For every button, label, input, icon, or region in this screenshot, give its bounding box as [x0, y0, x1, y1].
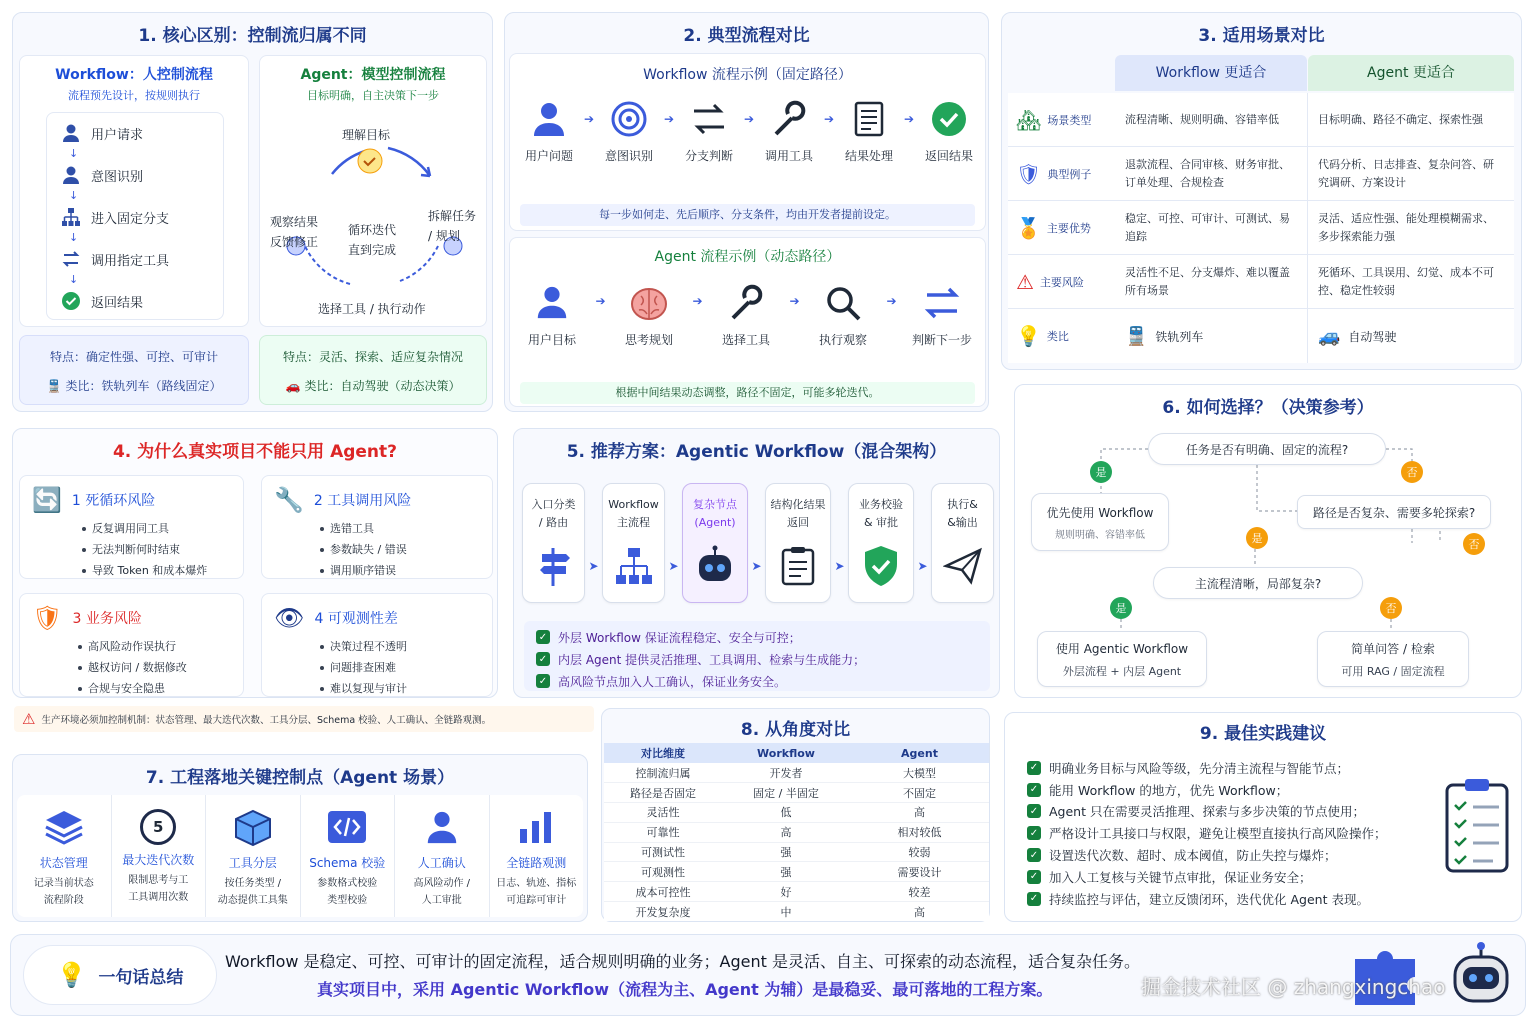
control-point: 工具分层 按任务类型 / 动态提供工具集 [206, 795, 301, 917]
ag-flow-step: 执行观察 [811, 284, 875, 348]
swap-icon [61, 249, 81, 269]
user-icon [61, 123, 81, 143]
col-header-agent: Agent 更适合 [1308, 55, 1514, 91]
risk-card: 🔧 2 工具调用风险 选错工具 参数缺失 / 错误 调用顺序错误 [261, 475, 493, 579]
practice-item: ✓ 加入人工复核与关键节点审批，保证业务安全； [1027, 866, 1447, 888]
right-arrow-icon: ➤ [588, 559, 599, 573]
yes-badge: 是 [1110, 597, 1132, 619]
counter-icon: 5 [140, 809, 176, 845]
stage-entry: 入口分类 / 路由 [522, 483, 585, 603]
wf-flow-step: 返回结果 [918, 100, 980, 164]
practice-item: ✓ Agent 只在需要灵活推理、探索与多步决策的节点使用； [1027, 801, 1447, 823]
right-arrow-icon: ➤ [834, 559, 845, 573]
right-arrow-icon: ➔ [692, 294, 703, 308]
table-row: 可测试性 强 较弱 [604, 842, 989, 862]
stage-row [522, 483, 994, 603]
workflow-column [19, 55, 249, 327]
panel-title: 4. 为什么真实项目不能只用 Agent? [112, 442, 398, 462]
workflow-feature-box [19, 335, 249, 405]
robot-mascot-icon [1449, 941, 1513, 1011]
agentic-points: ✓ 外层 Workflow 保证流程稳定、安全与可控； ✓ 内层 Agent 提供灵活推理、工具调用、检索与生成能力； ✓ 高风险节点加入人工确认，保证业务安全。 [524, 621, 990, 691]
user-icon [424, 809, 460, 845]
agent-flow-title: Agent 流程示例（动态路径） [654, 249, 841, 265]
compare-table [604, 743, 989, 921]
check-icon: ✓ [1027, 892, 1041, 906]
bar-chart-icon [517, 809, 555, 845]
car-icon: 🚗 [285, 378, 301, 393]
scenario-row: 🏘 场景类型 流程清晰、规则明确、容错率低 目标明确、路径不确定、探索性强 [1008, 93, 1514, 147]
check-icon: ✓ [1027, 761, 1041, 775]
workflow-flow-note: 每一步如何走、先后顺序、分支条件，均由开发者提前设定。 [520, 204, 975, 226]
wrench-icon [727, 284, 765, 322]
check-icon: ✓ [1027, 848, 1041, 862]
col-header-workflow: Workflow 更适合 [1115, 55, 1307, 91]
panel-decision [1014, 384, 1522, 698]
table-row: 灵活性 低 高 [604, 803, 989, 823]
layers-icon [44, 809, 84, 845]
code-icon [326, 809, 368, 845]
agent-flow-note: 根据中间结果动态调整，路径不固定，可能多轮迭代。 [520, 382, 975, 404]
agent-analogy: 🚗 类比：自动驾驶（动态决策） [285, 378, 461, 393]
no-badge: 否 [1401, 461, 1423, 483]
control-point: 状态管理 记录当前状态 流程阶段 [17, 795, 112, 917]
practice-item: ✓ 持续监控与评估，建立反馈闭环，迭代优化 Agent 表现。 [1027, 888, 1447, 910]
ag-flow-step: 判断下一步 [908, 284, 976, 348]
scenario-row: 🏅 主要优势 稳定、可控、可审计、可测试、易追踪 灵活、适应性强、能处理模糊需求、多步探索能力强 [1008, 201, 1514, 255]
buildings-icon: 🏘 [1016, 107, 1042, 132]
paper-plane-icon [943, 546, 983, 586]
right-arrow-icon: ➔ [663, 112, 675, 126]
summary-banner [10, 934, 1526, 1016]
right-arrow-icon: ➔ [903, 112, 915, 126]
wf-step: 进入固定分支 [61, 205, 209, 229]
check-circle-icon [61, 291, 81, 311]
checklist-clipboard-icon [1443, 777, 1511, 873]
summary-label: 💡 一句话总结 [23, 945, 217, 1005]
table-row: 控制流归属 开发者 大模型 [604, 763, 989, 783]
wf-flow-step: 分支判断 [678, 100, 740, 164]
control-points-row [17, 795, 583, 917]
loop-observe: 观察结果 反馈修正 [270, 215, 319, 249]
yes-badge: 是 [1090, 461, 1112, 483]
yes-badge: 是 [1246, 527, 1268, 549]
badge-icon: 🏅 [1016, 215, 1041, 240]
panel-scenario-compare [1001, 12, 1522, 370]
question-local-complex: 主流程清晰，局部复杂? [1153, 567, 1363, 599]
down-arrow-icon: ↓ [69, 231, 79, 244]
workflow-title: Workflow：人控制流程 [55, 67, 213, 83]
summary-line-1: Workflow 是稳定、可控、可审计的固定流程，适合规则明确的业务；Agent 是灵活、自主、可探索的动态流程，适合复杂任务。 [225, 952, 1141, 971]
panel-core-difference [12, 12, 493, 412]
right-arrow-icon: ➤ [751, 559, 762, 573]
practice-item: ✓ 明确业务目标与风险等级，先分清主流程与智能节点； [1027, 757, 1447, 779]
stage-output: 执行& &输出 [931, 483, 994, 603]
wf-flow-step: 意图识别 [598, 100, 660, 164]
wf-step: 返回结果 [61, 289, 209, 313]
scenario-row: 💡 类比 🚆 铁轨列车 🚙 自动驾驶 [1008, 309, 1514, 363]
table-row: 开发复杂度 中 高 [635, 905, 925, 919]
loop-select-tool: 选择工具 / 执行动作 [318, 302, 426, 316]
practice-item: ✓ 设置迭代次数、超时、成本阈值，防止失控与爆炸； [1027, 844, 1447, 866]
workflow-subtitle: 流程预先设计，按规则执行 [68, 89, 200, 102]
panel-title: 6. 如何选择？（决策参考） [1162, 398, 1374, 418]
brain-icon [629, 284, 669, 324]
panel-angle-compare [601, 708, 990, 922]
train-icon: 🚆 [46, 378, 62, 393]
panel-title: 8. 从角度对比 [740, 720, 851, 740]
loop-understand-goal: 理解目标 [342, 128, 391, 142]
control-point: Schema 校验 参数格式校验 类型校验 [301, 795, 396, 917]
agent-subtitle: 目标明确，自主决策下一步 [307, 89, 439, 102]
person-icon [61, 165, 81, 185]
risk-card: 👁 4 可观测性差 决策过程不透明 问题排查困难 难以复现与审计 [261, 593, 493, 697]
wf-step: 意图识别 [61, 163, 209, 187]
ag-flow-step: 思考规划 [617, 284, 681, 348]
agent-flow-card [509, 237, 986, 407]
table-header: Workflow [757, 746, 815, 760]
right-arrow-icon: ➔ [789, 294, 800, 308]
right-arrow-icon: ➔ [583, 112, 595, 126]
watermark: 掘金技术社区 @ zhangxingchao [1141, 975, 1446, 999]
answer-use-workflow: 优先使用 Workflow 规则明确、容错率低 [1031, 493, 1169, 551]
workflow-feature: 特点：确定性强、可控、可审计 [49, 350, 218, 364]
wf-flow-step: 用户问题 [518, 100, 580, 164]
control-point: 5 最大迭代次数 限制思考与工 工具调用次数 [112, 795, 207, 917]
target-icon [610, 100, 648, 138]
check-icon: ✓ [1027, 804, 1041, 818]
scenario-table [1008, 93, 1514, 363]
right-arrow-icon: ➤ [917, 559, 928, 573]
panel-control-points [12, 754, 588, 922]
table-row: 可观测性 强 需要设计 [604, 862, 989, 882]
right-arrow-icon: ➤ [668, 559, 679, 573]
down-arrow-icon: ↓ [69, 273, 79, 286]
risk-card: 🔄 1 死循环风险 反复调用同工具 无法判断何时结束 导致 Token 和成本爆炸 [19, 475, 244, 579]
no-badge: 否 [1463, 533, 1485, 555]
scenario-row: ⚠ 主要风险 灵活性不足、分支爆炸、难以覆盖所有场景 死循环、工具误用、幻觉、成本不可控、稳定性较弱 [1008, 255, 1514, 309]
right-arrow-icon: ➔ [595, 294, 606, 308]
lightbulb-icon: 💡 [1016, 324, 1041, 348]
panel-best-practices [1004, 712, 1522, 922]
no-badge: 否 [1380, 597, 1402, 619]
shield-alert-icon: 🛡 [32, 604, 63, 632]
user-icon [534, 284, 570, 320]
ag-flow-step: 用户目标 [520, 284, 584, 348]
down-arrow-icon: ↓ [69, 147, 79, 160]
right-arrow-icon: ➔ [743, 112, 755, 126]
wf-flow-step: 调用工具 [758, 100, 820, 164]
clipboard-icon [779, 546, 817, 586]
workflow-analogy: 🚆 类比：铁轨列车（路线固定） [46, 378, 222, 393]
check-icon: ✓ [1027, 870, 1041, 884]
table-row: 成本可控性 好 较差 [604, 882, 989, 902]
table-header: Agent [901, 746, 938, 760]
check-icon: ✓ [1027, 783, 1041, 797]
stage-workflow: Workflow 主流程 [602, 483, 665, 603]
check-icon: ✓ [1027, 826, 1041, 840]
answer-agentic-workflow: 使用 Agentic Workflow 外层流程 + 内层 Agent [1037, 631, 1207, 687]
check-icon: ✓ [536, 652, 550, 666]
agent-title: Agent：模型控制流程 [300, 67, 446, 83]
user-icon [530, 100, 568, 138]
practice-item: ✓ 能用 Workflow 的地方，优先 Workflow； [1027, 779, 1447, 801]
risk-card: 🛡 3 业务风险 高风险动作误执行 越权访问 / 数据修改 合规与安全隐患 [19, 593, 244, 697]
check-icon: ✓ [536, 630, 550, 644]
workflow-flow-steps [518, 100, 980, 164]
panel-title: 1. 核心区别：控制流归属不同 [138, 26, 367, 46]
warning-icon: ⚠ [1016, 269, 1034, 294]
document-icon [850, 100, 888, 138]
hierarchy-icon [614, 546, 654, 586]
stage-structured-result: 结构化结果 返回 [765, 483, 831, 603]
swap-arrows-icon [923, 284, 961, 322]
panel-title: 5. 推荐方案：Agentic Workflow（混合架构） [566, 442, 947, 462]
right-arrow-icon: ➔ [886, 294, 897, 308]
warning-triangle-icon: ⚠ [22, 710, 36, 728]
train-icon: 🚆 [1125, 325, 1148, 347]
panel-why-not-agent-only [12, 428, 498, 698]
right-arrow-icon: ➔ [823, 112, 835, 126]
wf-flow-step: 结果处理 [838, 100, 900, 164]
down-arrow-icon: ↓ [69, 189, 79, 202]
table-header: 对比维度 [641, 747, 685, 760]
panel-title: 2. 典型流程对比 [683, 26, 810, 46]
agent-flow-steps [520, 284, 976, 348]
workflow-flow-title: Workflow 流程示例（固定路径） [643, 67, 852, 83]
table-row: 路径是否固定 固定 / 半固定 不固定 [604, 783, 989, 803]
agent-column [259, 55, 487, 327]
panel-title: 3. 适用场景对比 [1198, 26, 1325, 46]
control-point: 全链路观测 日志、轨迹、指标 可追踪可审计 [490, 795, 584, 917]
table-row: 可靠性 高 相对较低 [604, 822, 989, 842]
practice-item: ✓ 严格设计工具接口与权限，避免让模型直接执行高风险操作； [1027, 822, 1447, 844]
lightbulb-icon: 💡 [56, 961, 87, 989]
control-point: 人工确认 高风险动作 / 人工审批 [395, 795, 490, 917]
wf-step: 用户请求 [61, 121, 209, 145]
panel-title: 9. 最佳实践建议 [1199, 724, 1327, 744]
loop-plan: 拆解任务 / 规划 [428, 209, 477, 243]
wf-step: 调用指定工具 [61, 247, 209, 271]
eye-icon: 👁 [274, 604, 305, 632]
wrench-icon: 🔧 [274, 486, 304, 514]
robot-icon [694, 544, 736, 586]
shield-check-icon [861, 544, 901, 588]
workflow-flow-card [509, 53, 986, 231]
question-complex-path: 路径是否复杂、需要多轮探索? [1297, 495, 1491, 529]
panel-title: 7. 工程落地关键控制点（Agent 场景） [145, 768, 455, 788]
ag-flow-step: 选择工具 [714, 284, 778, 348]
signpost-icon [534, 546, 574, 586]
workflow-steps [46, 112, 224, 320]
wrench-icon [770, 100, 808, 138]
shield-check-icon: 🛡 [1016, 161, 1042, 186]
cube-icon [233, 809, 273, 847]
refresh-icon: 🔄 [32, 486, 62, 514]
question-fixed-flow: 任务是否有明确、固定的流程? [1148, 433, 1386, 465]
panel-agentic-workflow [513, 428, 1000, 698]
branch-icon [61, 207, 81, 227]
practice-list [1027, 757, 1447, 910]
agent-feature-box [259, 335, 487, 405]
car-icon: 🚙 [1318, 325, 1341, 347]
branch-arrows-icon [690, 100, 728, 138]
summary-line-2: 真实项目中，采用 Agentic Workflow（流程为主、Agent 为辅）是最稳妥、最可落地的工程方案。 [317, 980, 1053, 999]
panel-flow-compare [504, 12, 989, 412]
loop-center: 循环迭代 直到完成 [348, 223, 397, 257]
stage-agent: 复杂节点 (Agent) [682, 483, 748, 603]
magnifier-icon [824, 284, 862, 322]
check-icon: ✓ [536, 674, 550, 688]
production-warning: ⚠ 生产环境必须加控制机制：状态管理、最大迭代次数、工具分层、Schema 校验、人工确认、全链路观测。 [14, 706, 594, 732]
stage-validation: 业务校验 & 审批 [848, 483, 914, 603]
agent-feature: 特点：灵活、探索、适应复杂情况 [282, 350, 463, 364]
answer-simple-qa: 简单问答 / 检索 可用 RAG / 固定流程 [1317, 631, 1469, 687]
scenario-row: 🛡 典型例子 退款流程、合同审核、财务审批、订单处理、合规检查 代码分析、日志排查、复杂问答、研究调研、方案设计 [1008, 147, 1514, 201]
check-circle-icon [930, 100, 968, 138]
